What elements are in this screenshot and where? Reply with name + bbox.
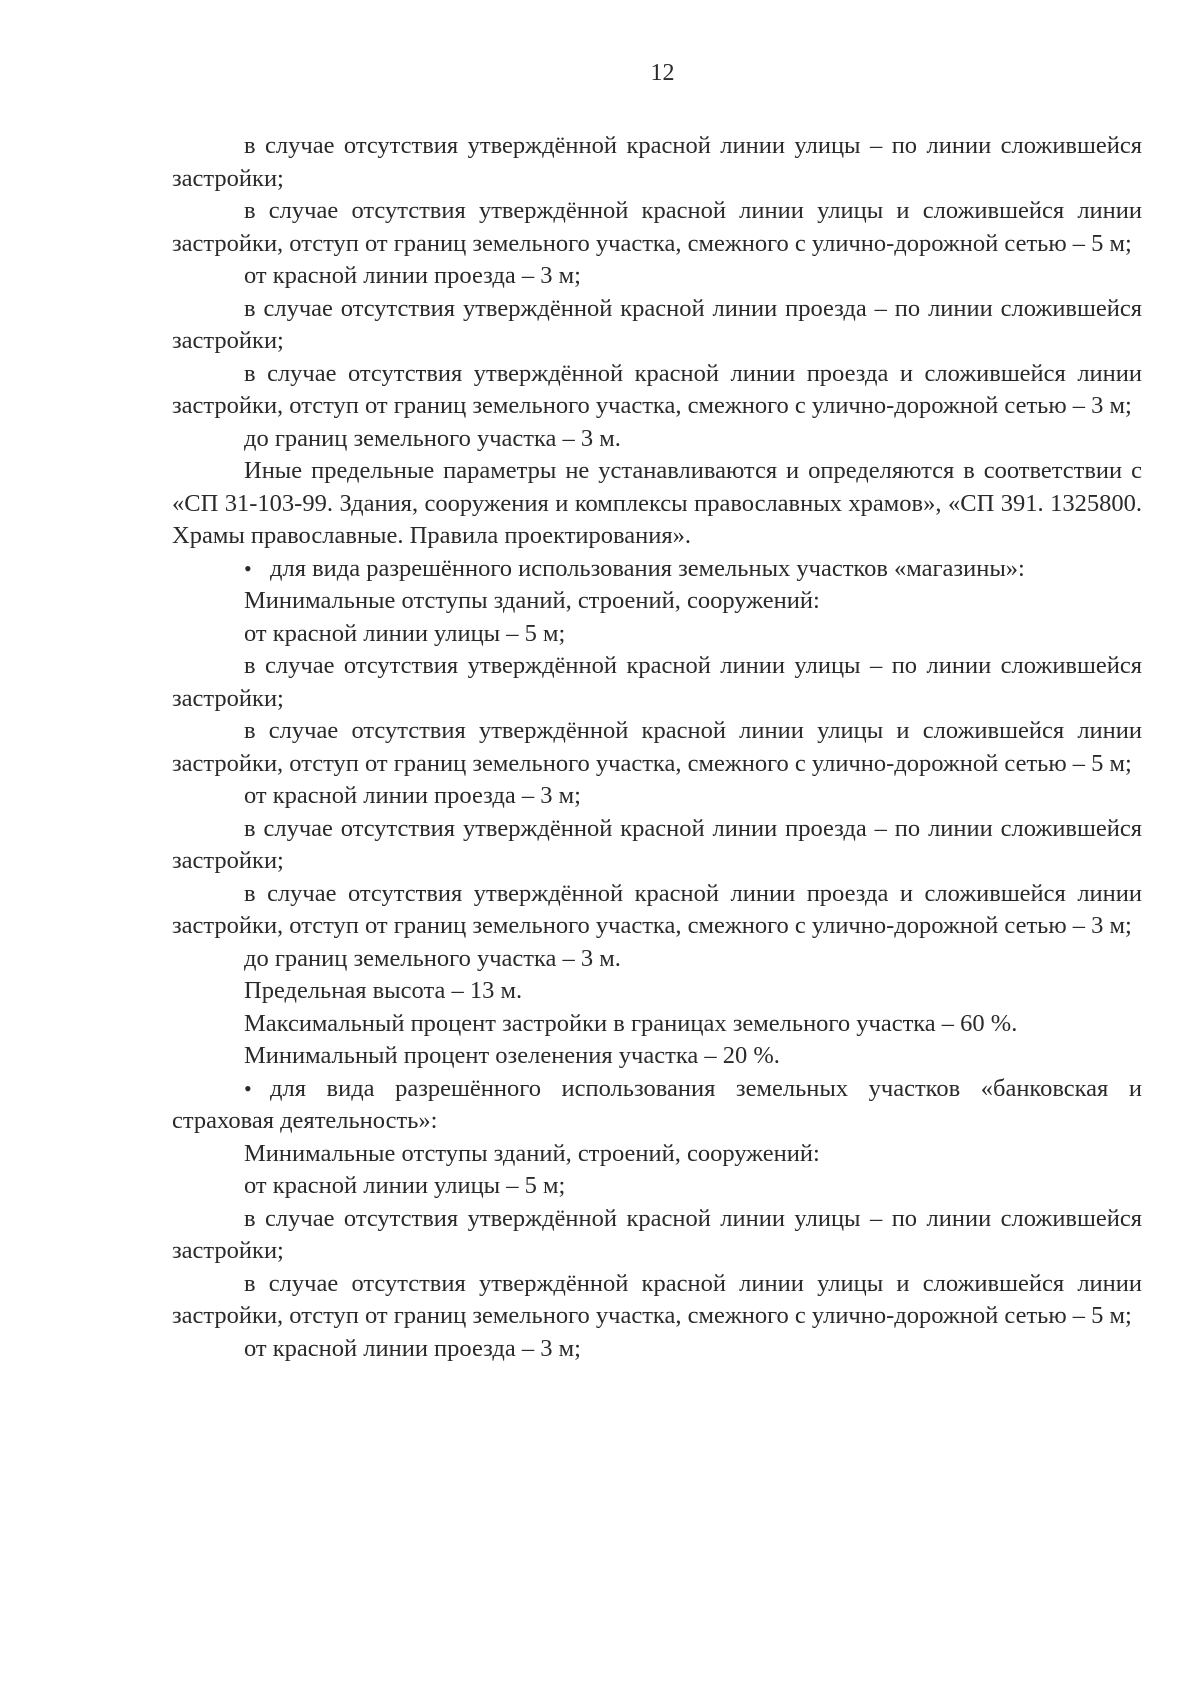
paragraph: Иные предельные параметры не устанавливаются и определяются в соответствии с «СП 31-103-99. Здания, сооружения и комплексы православных храмов», «СП 391. 1325800. Храмы православные. Правила проектирования». [172,457,1142,549]
paragraph: от красной линии проезда – 3 м; [244,1334,581,1362]
paragraph: от красной линии улицы – 5 м; [244,619,566,647]
paragraph: в случае отсутствия утверждённой красной линии проезда и сложившейся линии застройки, отступ от границ земельного участка, смежного с улично-дорожной сетью – 3 м; [172,359,1142,419]
bullet-text: для вида разрешённого использования земельных участков «банковская и страховая деятельность»: [172,1074,1142,1134]
paragraph: в случае отсутствия утверждённой красной линии улицы – по линии сложившейся застройки; [172,132,1142,192]
paragraph: от красной линии проезда – 3 м; [244,262,581,289]
paragraph: в случае отсутствия утверждённой красной линии проезда – по линии сложившейся застройки; [172,294,1142,354]
page-number: 12 [650,60,675,86]
paragraph: до границ земельного участка – 3 м. [244,944,621,972]
paragraph: в случае отсутствия утверждённой красной линии проезда и сложившейся линии застройки, отступ от границ земельного участка, смежного с улично-дорожной сетью – 3 м; [172,879,1142,939]
paragraph: Предельная высота – 13 м. [244,977,523,1004]
paragraph: от красной линии улицы – 5 м; [244,1172,566,1199]
paragraph: до границ земельного участка – 3 м. [244,424,621,452]
paragraph: в случае отсутствия утверждённой красной линии проезда – по линии сложившейся застройки; [172,814,1142,874]
paragraph: в случае отсутствия утверждённой красной линии улицы и сложившейся линии застройки, отступ от границ земельного участка, смежного с улично-дорожной сетью – 5 м; [172,717,1142,777]
bullet-text: для вида разрешённого использования земельных участков «магазины»: [270,554,1025,582]
bullet-paragraph [172,553,1142,586]
paragraph: в случае отсутствия утверждённой красной линии улицы – по линии сложившейся застройки; [172,652,1142,712]
paragraph: в случае отсутствия утверждённой красной линии улицы – по линии сложившейся застройки; [172,1204,1142,1264]
paragraph: в случае отсутствия утверждённой красной линии улицы и сложившейся линии застройки, отступ от границ земельного участка, смежного с улично-дорожной сетью – 5 м; [172,197,1142,257]
paragraph: Минимальный процент озеленения участка – 20 %. [244,1042,780,1069]
document-body [172,130,1142,1365]
paragraph: Максимальный процент застройки в границах земельного участка – 60 %. [244,1009,1018,1037]
bullet-icon: • [244,1075,252,1101]
paragraph: Минимальные отступы зданий, строений, сооружений: [244,587,820,614]
bullet-icon: • [244,555,252,581]
paragraph: Минимальные отступы зданий, строений, сооружений: [244,1139,820,1167]
bullet-paragraph [172,1073,1142,1138]
paragraph: в случае отсутствия утверждённой красной линии улицы и сложившейся линии застройки, отступ от границ земельного участка, смежного с улично-дорожной сетью – 5 м; [172,1269,1142,1329]
paragraph: от красной линии проезда – 3 м; [244,782,581,809]
